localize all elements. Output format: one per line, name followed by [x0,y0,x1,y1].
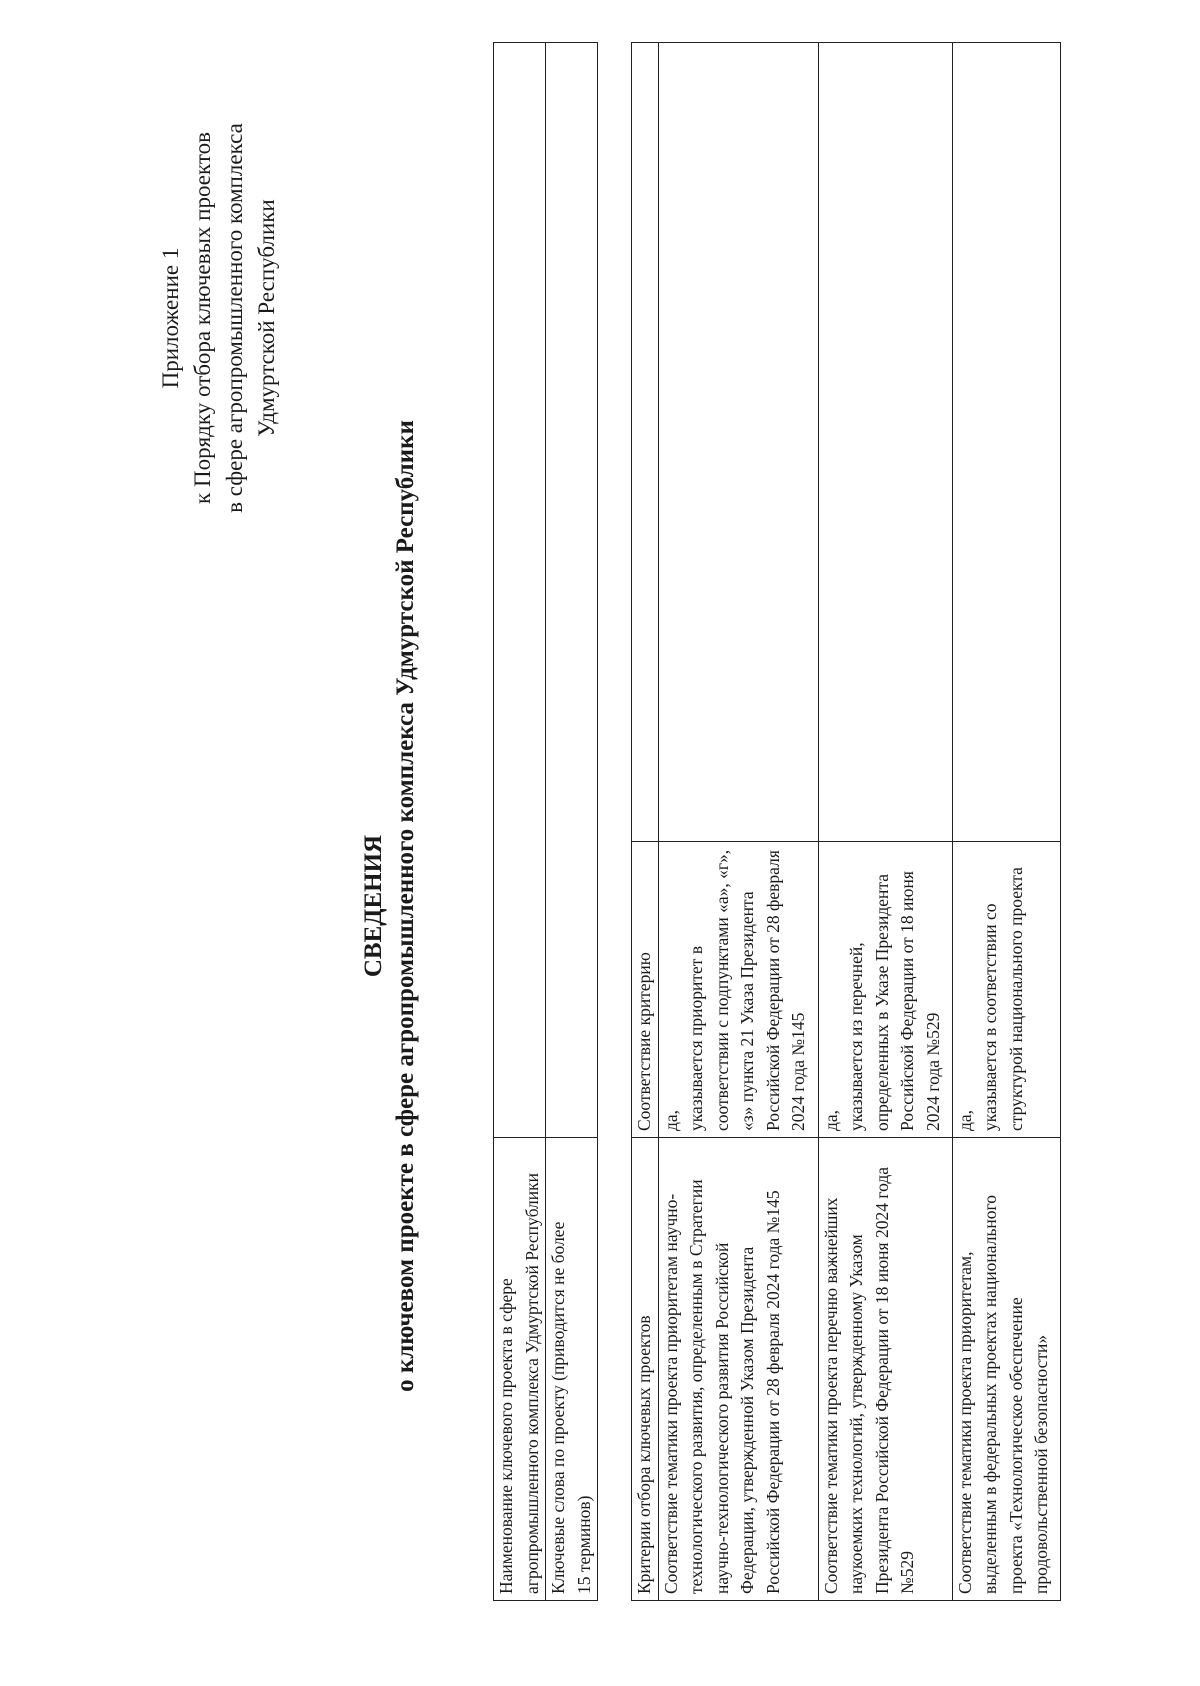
cell-line: определенных в Указе Президента [871,873,892,1131]
compliance-cell [952,842,1060,1138]
criteria-header: Критерии отбора ключевых проектов [632,1138,659,1601]
table-row [494,43,546,1601]
appendix-line: Удмуртской Республики [254,199,279,437]
cell-line: Соответствие тематики проекта перечню важнейших [820,1197,841,1594]
compliance-header: Соответствие критерию [632,842,659,1138]
cell-line: 15 терминов) [573,1495,594,1594]
compliance-cell [658,842,818,1138]
cell-line: Наименование ключевого проекта в сфере [496,1278,516,1594]
table-row [818,43,952,1601]
cell-line: Федерации, утвержденной Указом Президента [737,1246,757,1594]
cell-line: да, [954,1109,975,1131]
cell-line: указывается приоритет в [686,945,706,1131]
cell-line: Президента Российской Федерации от 18 июня 2024 года [871,1166,892,1594]
cell-line: Российской Федерации от 28 февраля 2024 года №145 [762,1190,783,1594]
cell-line: 2024 года №145 [788,1012,808,1131]
value-header[interactable] [632,43,659,842]
criterion-cell [952,1138,1060,1601]
cell-line: выделенным в федеральных проектах национального [980,1194,1000,1594]
cell-line: «з» пункта 21 Указа Президента [737,891,757,1131]
document-title [358,376,422,1436]
cell-line: научно-технологического развития Российской [711,1242,732,1594]
cell-line: Ключевые слова по проекту (приводится не более [548,1221,568,1594]
keywords-value[interactable] [546,43,598,1138]
cell-line: структурой национального проекта [1005,867,1026,1131]
cell-line: Российской Федерации от 28 февраля [762,850,783,1131]
project-name-label [494,1138,546,1601]
value-cell[interactable] [952,43,1060,842]
table-row [546,43,598,1601]
keywords-label [546,1138,598,1601]
cell-line: да, [660,1109,681,1131]
cell-line: Соответствие тематики проекта приоритетам, [954,1251,975,1594]
appendix-header [155,88,283,548]
value-cell[interactable] [818,43,952,842]
appendix-line: к Порядку отбора ключевых проектов [190,132,215,504]
appendix-line: в сфере агропромышленного комплекса [222,123,247,513]
cell-line: агропромышленного комплекса Удмуртской Республики [521,1173,542,1594]
compliance-cell [818,842,952,1138]
appendix-line: Приложение 1 [158,247,183,389]
cell-line: соответствии с подпунктами «а», «г», [711,849,732,1131]
title-line-1: СВЕДЕНИЯ [360,834,387,978]
criterion-cell [818,1138,952,1601]
cell-line: указывается из перечней, [846,942,866,1131]
criterion-cell [658,1138,818,1601]
cell-line: 2024 года №529 [922,1012,943,1131]
cell-line: указывается в соответствии со [980,903,1000,1131]
project-info-table [493,42,598,1601]
cell-line: наукоемких технологий, утвержденному Указом [846,1234,866,1594]
criteria-table [631,42,1061,1601]
cell-line: Российской Федерации от 18 июня [897,871,917,1131]
cell-line: продовольственной безопасности» [1031,1334,1051,1594]
title-line-2: о ключевом проекте в сфере агропромышленного комплекса Удмуртской Республики [392,420,419,1392]
cell-line: технологического развития, определенным в Стратегии [686,1179,706,1594]
cell-line: Соответствие тематики проекта приоритетам научно- [660,1193,681,1594]
cell-line: да, [820,1109,841,1131]
cell-line: №529 [897,1551,917,1594]
cell-line: проекта «Технологическое обеспечение [1005,1297,1026,1594]
value-cell[interactable] [658,43,818,842]
table-row [952,43,1060,1601]
table-row [658,43,818,1601]
table-header-row [632,43,659,1601]
project-name-value[interactable] [494,43,546,1138]
